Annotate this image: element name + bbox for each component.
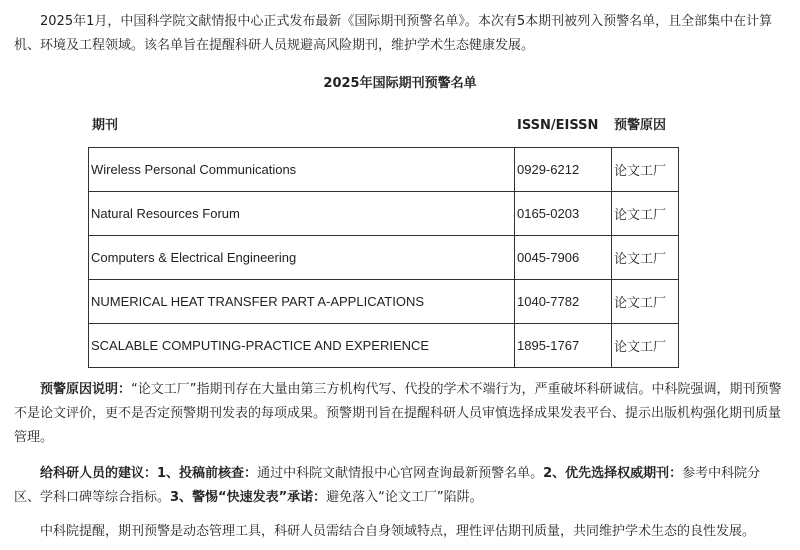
advice-paragraph bbox=[14, 462, 784, 510]
journal-reason: 论文工厂 bbox=[612, 280, 679, 324]
warning-journal-table bbox=[88, 147, 679, 368]
reason-text: “论文工厂”指期刊存在大量由第三方机构代写、代投的学术不端行为，严重破坏科研诚信。中科院强调，期刊预警不是论文评价，更不是否定预警期刊发表的每项成果。预警期刊旨在提醒科研人员审慎选择成果发表平台、提示出版机构强化期刊质量管理。 bbox=[14, 382, 782, 445]
journal-reason: 论文工厂 bbox=[612, 192, 679, 236]
reason-label: 预警原因说明： bbox=[40, 382, 132, 397]
closing-paragraph: 中科院提醒，期刊预警是动态管理工具，科研人员需结合自身领域特点，理性评估期刊质量，共同维护学术生态的良性发展。 bbox=[40, 524, 756, 539]
table-row bbox=[89, 192, 679, 236]
advice-item-3-text: 避免落入“论文工厂”陷阱。 bbox=[326, 490, 483, 505]
reason-explanation-paragraph bbox=[14, 378, 784, 450]
journal-reason: 论文工厂 bbox=[612, 324, 679, 368]
journal-reason: 论文工厂 bbox=[612, 148, 679, 192]
table-row bbox=[89, 280, 679, 324]
journal-issn: 0045-7906 bbox=[515, 236, 612, 280]
table-row bbox=[89, 324, 679, 368]
advice-item-2-label: 2、优先选择权威期刊： bbox=[543, 466, 683, 481]
list-title: 2025年国际期刊预警名单 bbox=[323, 76, 477, 91]
table-row bbox=[89, 148, 679, 192]
advice-item-2-text: 参考中科院分区、学科口碑等综合指标。 bbox=[14, 466, 761, 505]
journal-name: Natural Resources Forum bbox=[89, 192, 515, 236]
header-reason: 预警原因 bbox=[614, 118, 667, 133]
advice-label: 给科研人员的建议： bbox=[40, 466, 158, 481]
journal-reason: 论文工厂 bbox=[612, 236, 679, 280]
journal-name: SCALABLE COMPUTING-PRACTICE AND EXPERIENCE bbox=[89, 324, 515, 368]
table-row bbox=[89, 236, 679, 280]
header-issn: ISSN/EISSN bbox=[517, 118, 599, 133]
journal-name: Wireless Personal Communications bbox=[89, 148, 515, 192]
advice-item-1-text: 通过中科院文献情报中心官网查询最新预警名单。 bbox=[257, 466, 544, 481]
journal-name: Computers & Electrical Engineering bbox=[89, 236, 515, 280]
journal-issn: 1895-1767 bbox=[515, 324, 612, 368]
advice-item-3-label: 3、警惕“快速发表”承诺： bbox=[170, 490, 327, 505]
journal-name: NUMERICAL HEAT TRANSFER PART A-APPLICATIONS bbox=[89, 280, 515, 324]
advice-item-1-label: 1、投稿前核查： bbox=[157, 466, 258, 481]
header-journal: 期刊 bbox=[92, 118, 119, 133]
journal-issn: 0929-6212 bbox=[515, 148, 612, 192]
journal-issn: 1040-7782 bbox=[515, 280, 612, 324]
journal-issn: 0165-0203 bbox=[515, 192, 612, 236]
intro-paragraph: 2025年1月，中国科学院文献情报中心正式发布最新《国际期刊预警名单》。本次有5本期刊被列入预警名单，且全部集中在计算机、环境及工程领域。该名单旨在提醒科研人员规避高风险期刊，维护学术生态健康发展。 bbox=[14, 14, 773, 53]
